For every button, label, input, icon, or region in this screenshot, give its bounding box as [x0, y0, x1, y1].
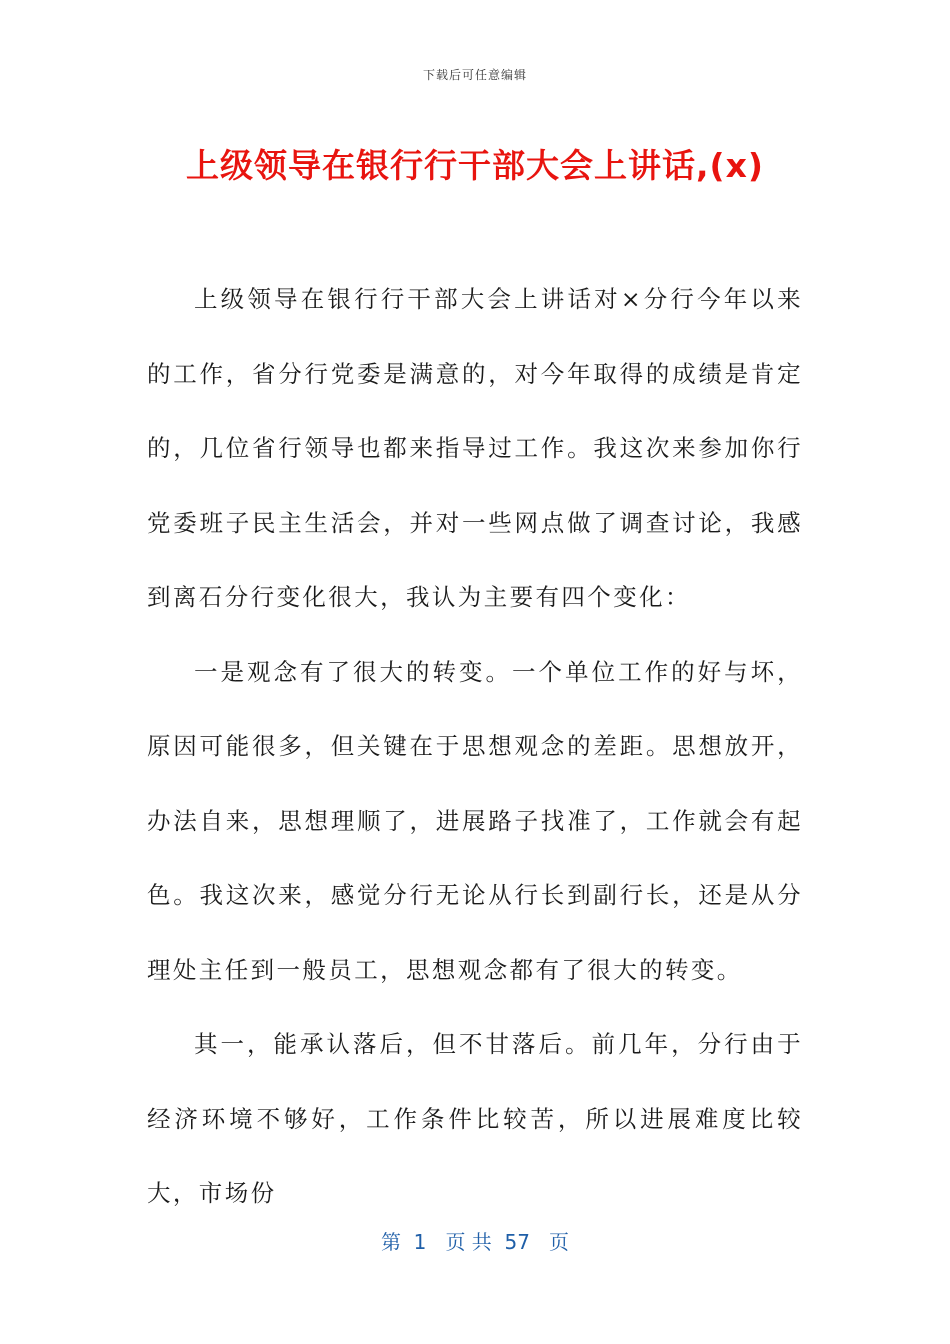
header-note: 下载后可任意编辑 — [422, 68, 527, 82]
paragraph: 其一，能承认落后，但不甘落后。前几年，分行由于经济环境不够好，工作条件比较苦，所以进展难度比较大，市场份 — [147, 1030, 803, 1207]
paragraph: 上级领导在银行行干部大会上讲话对×分行今年以来的工作，省分行党委是满意的，对今年取得的成绩是肯定的，几位省行领导也都来指导过工作。我这次来参加你行党委班子民主生活会，并对一些网点做了调查讨论，我感到离石分行变化很大，我认为主要有四个变化： — [147, 285, 803, 611]
paragraph: 一是观念有了很大的转变。一个单位工作的好与坏，原因可能很多，但关键在于思想观念的差距。思想放开，办法自来，思想理顺了，进展路子找准了，工作就会有起色。我这次来，感觉分行无论从行长到副行长，还是从分理处主任到一般员工，思想观念都有了很大的转变。 — [147, 657, 803, 984]
page-footer: 第 1 页 共 57 页 — [380, 1230, 570, 1254]
document-body — [147, 262, 803, 1231]
document-title: 上级领导在银行行干部大会上讲话,(x) — [186, 146, 764, 185]
